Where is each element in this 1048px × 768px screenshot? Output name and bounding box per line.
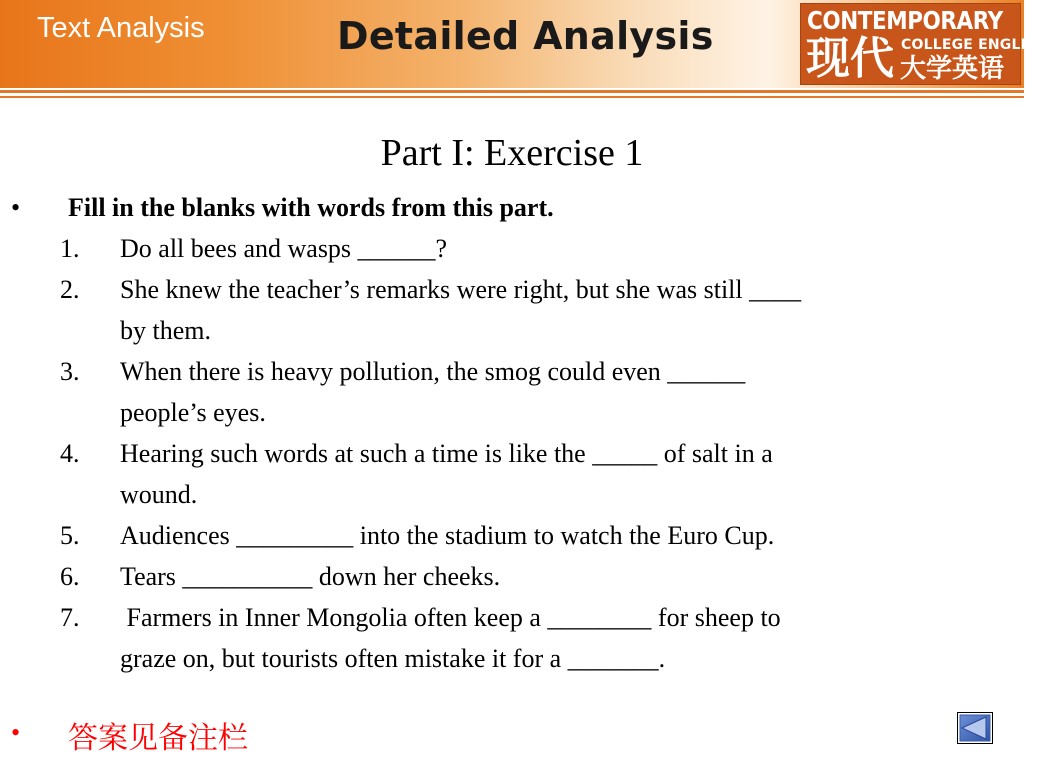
exercise-text: graze on, but tourists often mistake it for a _______. xyxy=(120,644,666,673)
instruction: Fill in the blanks with words from this part. xyxy=(68,193,554,222)
section-label: Text Analysis xyxy=(37,12,205,44)
exercise-text: Farmers in Inner Mongolia often keep a ________ for sheep to xyxy=(120,603,781,632)
bullet: • xyxy=(11,193,21,222)
logo-top-text: CONTEMPORARY xyxy=(807,6,1003,35)
logo xyxy=(800,3,1048,85)
exercise-text: people’s eyes. xyxy=(120,398,266,427)
exercise-text: Tears __________ down her cheeks. xyxy=(120,562,501,591)
logo-cn-text: 大学英语 xyxy=(900,54,1005,84)
header-rule-thin xyxy=(0,96,1024,98)
answer-note: 答案见备注栏 xyxy=(68,721,248,756)
exercise-number: 2. xyxy=(60,275,80,304)
exercise-number: 3. xyxy=(60,357,80,386)
part-title: Part I: Exercise 1 xyxy=(380,132,644,174)
logo-small-text: COLLEGE ENGLISH xyxy=(901,37,1048,53)
back-arrow-icon xyxy=(958,713,992,743)
slide-title: Detailed Analysis xyxy=(337,14,714,58)
exercise-text: Audiences _________ into the stadium to watch the Euro Cup. xyxy=(120,521,775,550)
exercise-text: by them. xyxy=(120,316,211,345)
exercise-number: 6. xyxy=(60,562,80,591)
logo-big-text: 现代 xyxy=(806,33,894,84)
answer-bullet: • xyxy=(11,718,21,747)
exercise-number: 4. xyxy=(60,439,80,468)
exercise-text: When there is heavy pollution, the smog could even ______ xyxy=(120,357,746,386)
header-bar xyxy=(0,0,1048,88)
back-button[interactable] xyxy=(957,712,993,744)
exercise-text: Do all bees and wasps ______? xyxy=(120,234,448,263)
exercise-text: Hearing such words at such a time is like the _____ of salt in a xyxy=(120,439,773,468)
header-rule xyxy=(0,90,1024,93)
exercise-text: wound. xyxy=(120,480,198,509)
exercise-number: 7. xyxy=(60,603,80,632)
exercise-number: 1. xyxy=(60,234,80,263)
exercise-number: 5. xyxy=(60,521,80,550)
exercise-text: She knew the teacher’s remarks were right, but she was still ____ xyxy=(120,275,802,304)
